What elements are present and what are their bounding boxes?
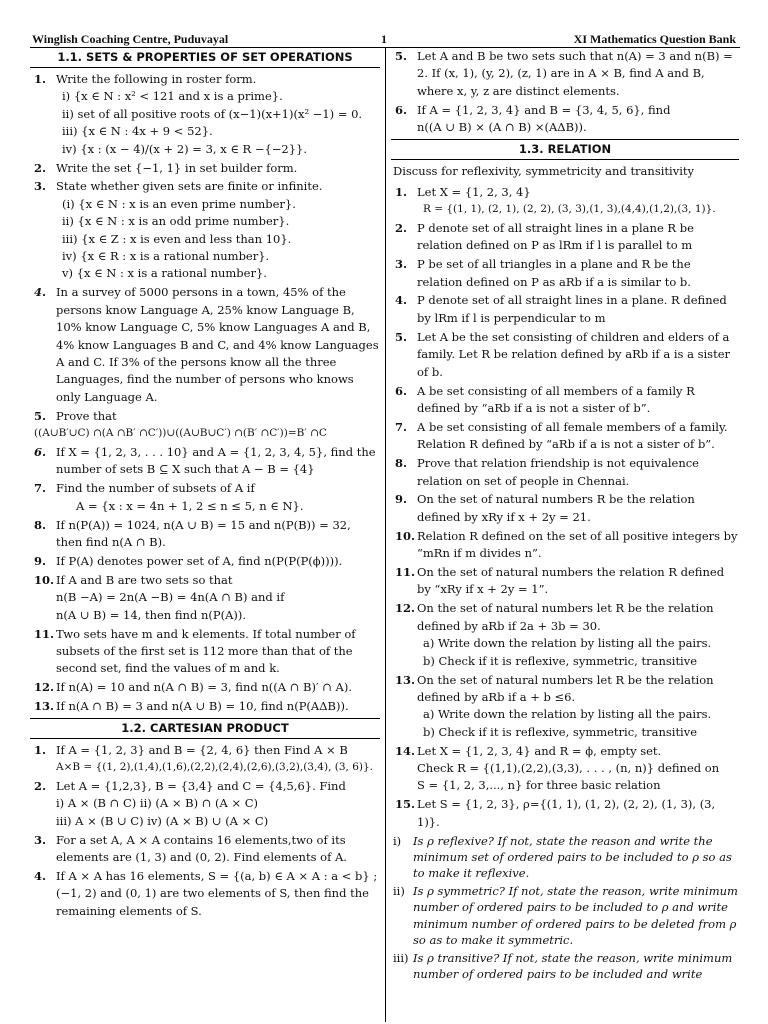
question-number: 5. — [395, 329, 408, 344]
question-sub: S = {1, 2, 3,..., n} for three basic relation — [417, 778, 661, 793]
question-number: 2. — [34, 160, 47, 175]
question-number: 13. — [34, 699, 55, 714]
question-number: 9. — [34, 553, 47, 568]
question-sub: iv) {x ∈ R : x is a rational number}. — [62, 249, 270, 264]
question-text: State whether given sets are finite or infinite. — [56, 179, 323, 194]
question-text: A be set consisting of all members of a family R defined by “aRb if a is not a sister of b”. — [417, 383, 695, 415]
question-3 — [30, 178, 380, 282]
question-text: If A × A has 16 elements, S = {(a, b) ∈ A × A : a < b} ; (−1, 2) and (0, 1) are two elements of S, then find the remaining elements of S. — [56, 868, 378, 918]
question-sub: (i) {x ∈ N : x is an even prime number}. — [62, 196, 296, 211]
question-number: 9. — [395, 492, 408, 507]
question-number: 11. — [34, 626, 55, 641]
relation-question-13 — [391, 672, 739, 742]
question-sub: Check R = {(1,1),(2,2),(3,3), . . . , (n, n)} defined on — [417, 761, 720, 776]
column-divider — [385, 47, 386, 1022]
question-text: Find the number of subsets of A if — [56, 481, 255, 496]
question-text: If n(P(A)) = 1024, n(A ∪ B) = 15 and n(P(B)) = 32, then find n(A ∩ B). — [56, 517, 351, 550]
question-sub: R = {(1, 1), (2, 1), (2, 2), (3, 3),(1, 3),(4,4),(1,2),(3, 1)}. — [423, 202, 716, 215]
cartesian-question-2 — [30, 778, 380, 830]
relation-question-2 — [391, 220, 739, 255]
question-number: 13. — [395, 672, 416, 687]
question-5 — [30, 408, 380, 443]
question-number: 6. — [395, 383, 408, 398]
question-text: P denote set of all straight lines in a plane R be relation defined on P as lRm if l is parallel to m — [417, 220, 694, 253]
question-text: Write the following in roster form. — [56, 72, 257, 86]
question-sub: iii) {x ∈ N : 4x + 9 < 52}. — [62, 124, 213, 139]
question-number: 3. — [395, 257, 408, 272]
question-sub: iv) {x : (x − 4)/(x + 2) = 3, x ∈ R −{−2}}. — [62, 141, 308, 156]
relation-question-14 — [391, 743, 739, 795]
relation-question-9 — [391, 491, 739, 526]
section-title-cartesian: 1.2. CARTESIAN PRODUCT — [30, 718, 380, 739]
question-number: 12. — [395, 601, 416, 616]
question-sub: ii) set of all positive roots of (x−1)(x+1)(x² −1) = 0. — [62, 106, 363, 121]
question-number: 5. — [395, 49, 408, 63]
relation-question-11 — [391, 564, 739, 599]
subpart-number: i) — [393, 833, 402, 848]
relation-question-15 — [391, 796, 739, 831]
section-title-sets: 1.1. SETS & PROPERTIES OF SET OPERATIONS — [30, 48, 380, 68]
right-column — [391, 48, 739, 1022]
question-text: On the set of natural numbers the relation R defined by “xRy if x + 2y = 1”. — [417, 565, 725, 597]
question-number: 6. — [34, 445, 47, 460]
question-text: If X = {1, 2, 3, . . . 10} and A = {1, 2, 3, 4, 5}, find the number of sets B ⊆ X such that A − B = {4} — [56, 445, 376, 477]
question-1 — [30, 71, 380, 158]
question-number: 1. — [34, 72, 47, 86]
question-number: 15. — [395, 797, 416, 812]
question-text: A be set consisting of all female members of a family. Relation R defined by “aRb if a is not a sister of b”. — [417, 419, 728, 452]
subpart-text: Is ρ reflexive? If not, state the reason and write the minimum set of ordered pairs to be included to ρ so as to make it reflexive. — [413, 833, 732, 881]
relation-question-7 — [391, 419, 739, 454]
relation-question-4 — [391, 292, 739, 327]
question-text: Write the set {−1, 1} in set builder form. — [56, 160, 298, 175]
question-text: If A and B are two sets so that — [56, 572, 233, 587]
question-number: 4. — [34, 285, 47, 300]
question-text: In a survey of 5000 persons in a town, 45% of the persons know Language A, 25% know Language B, 10% know Language C, 5% know Languages A and B, 4% know Languages B and C, and 4% know Languages A and C. If 3% of the persons know all the three Languages, find the number of persons who knows only Language A. — [56, 285, 379, 404]
question-6-cartesian — [391, 102, 739, 137]
question-number: 1. — [395, 184, 408, 199]
left-column — [30, 48, 380, 1022]
question-8 — [30, 517, 380, 552]
question-number: 14. — [395, 743, 416, 758]
relation-question-8 — [391, 455, 739, 490]
question-text: Let A and B be two sets such that n(A) = 3 and n(B) = 2. If (x, 1), (y, 2), (z, 1) are in A × B, find A and B, where x, y, z are distinct elements. — [417, 49, 733, 98]
section-title-relation: 1.3. RELATION — [391, 139, 739, 160]
question-text: On the set of natural numbers let R be the relation defined by aRb if a + b ≤6. — [417, 672, 714, 704]
question-formula: ((A∪B′∪C) ∩(A ∩B′ ∩C′))∪((A∪B∪C′) ∩(B′ ∩C′))=B′ ∩C — [34, 427, 327, 440]
relation-question-6 — [391, 383, 739, 418]
relation-question-10 — [391, 528, 739, 563]
question-sub: A×B = {(1, 2),(1,4),(1,6),(2,2),(2,4),(2,6),(3,2),(3,4), (3, 6)}. — [56, 761, 374, 774]
question-number: 10. — [34, 572, 55, 587]
question-text: Let X = {1, 2, 3, 4} and R = ϕ, empty set. — [417, 743, 662, 758]
question-number: 2. — [395, 220, 408, 235]
cartesian-question-1 — [30, 742, 380, 777]
relation-subpart-ii — [391, 883, 739, 949]
question-text: Prove that — [56, 408, 117, 423]
question-number: 11. — [395, 565, 416, 580]
question-number: 2. — [34, 778, 47, 793]
question-sub: a) Write down the relation by listing all the pairs. — [423, 636, 712, 651]
cartesian-question-4 — [30, 868, 380, 920]
header-institute: Winglish Coaching Centre, Puduvayal — [32, 32, 229, 46]
relation-subpart-iii — [391, 950, 739, 983]
question-number: 10. — [395, 528, 416, 543]
subpart-number: ii) — [393, 883, 405, 898]
question-text: P denote set of all straight lines in a plane. R defined by lRm if l is perpendicular to m — [417, 293, 727, 325]
question-number: 4. — [395, 293, 408, 308]
subpart-text: Is ρ transitive? If not, state the reason, write minimum number of ordered pairs to be included and write — [413, 950, 733, 981]
question-number: 8. — [395, 456, 408, 471]
question-text: P be set of all triangles in a plane and R be the relation defined on P as aRb if a is similar to b. — [417, 257, 691, 289]
question-text: For a set A, A × A contains 16 elements,two of its elements are (1, 3) and (0, 2). Find elements of A. — [56, 832, 347, 865]
subpart-number: iii) — [393, 950, 409, 965]
question-text: On the set of natural numbers R be the relation defined by xRy if x + 2y = 21. — [417, 492, 695, 524]
relation-subpart-i — [391, 833, 739, 882]
question-sub: n(A ∪ B) = 14, then find n(P(A)). — [56, 607, 247, 622]
cartesian-question-3 — [30, 832, 380, 867]
question-number: 7. — [34, 481, 47, 496]
question-13 — [30, 698, 380, 715]
question-number: 3. — [34, 179, 47, 194]
question-text: On the set of natural numbers let R be the relation defined by aRb if 2a + 3b = 30. — [417, 601, 714, 633]
question-number: 4. — [34, 868, 47, 883]
question-sub: b) Check if it is reflexive, symmetric, transitive — [423, 724, 698, 739]
question-number: 8. — [34, 517, 47, 532]
question-sub: iii) {x ∈ Z : x is even and less than 10}. — [62, 231, 292, 246]
question-text: Let X = {1, 2, 3, 4} — [417, 184, 531, 199]
question-sub: ii) {x ∈ N : x is an odd prime number}. — [62, 214, 290, 229]
question-text: Let A = {1,2,3}, B = {3,4} and C = {4,5,6}. Find — [56, 778, 346, 793]
relation-question-1 — [391, 184, 739, 219]
header-page-number: 1 — [381, 32, 387, 46]
question-number: 6. — [395, 102, 408, 117]
question-text: If A = {1, 2, 3} and B = {2, 4, 6} then Find A × B — [56, 742, 348, 757]
question-number: 12. — [34, 680, 55, 695]
relation-question-5 — [391, 329, 739, 381]
question-number: 3. — [34, 832, 47, 847]
question-number: 5. — [34, 408, 47, 423]
question-sub: A = {x : x = 4n + 1, 2 ≤ n ≤ 5, n ∈ N}. — [76, 498, 304, 513]
question-sub: iii) A × (B ∪ C) iv) (A × B) ∪ (A × C) — [56, 813, 269, 828]
question-10 — [30, 572, 380, 624]
question-9 — [30, 553, 380, 570]
question-sub: n((A ∪ B) × (A ∩ B) ×(AΔB)). — [417, 120, 587, 135]
question-sub: i) A × (B ∩ C) ii) (A × B) ∩ (A × C) — [56, 796, 259, 811]
question-text: If n(A ∩ B) = 3 and n(A ∪ B) = 10, find n(P(AΔB)). — [56, 699, 349, 714]
section-intro: Discuss for reflexivity, symmetricity and transitivity — [393, 163, 694, 178]
question-text: Let A be the set consisting of children and elders of a family. Let R be relation defined by aRb if a is a sister of b. — [417, 329, 730, 379]
question-sub: a) Write down the relation by listing all the pairs. — [423, 707, 712, 722]
question-text: Let S = {1, 2, 3}, ρ={(1, 1), (1, 2), (2, 2), (1, 3), (3, 1)}. — [417, 797, 716, 829]
relation-question-12 — [391, 600, 739, 670]
page-header — [30, 30, 740, 48]
question-6 — [30, 444, 380, 479]
question-11 — [30, 626, 380, 678]
question-sub: i) {x ∈ N : x² < 121 and x is a prime}. — [62, 89, 283, 104]
question-5-cartesian — [391, 48, 739, 100]
question-number: 1. — [34, 742, 47, 757]
question-12 — [30, 679, 380, 696]
header-title: XI Mathematics Question Bank — [573, 32, 736, 46]
question-7 — [30, 480, 380, 515]
question-text: Relation R defined on the set of all positive integers by “mRn if m divides n”. — [417, 528, 738, 561]
question-sub: n(B −A) = 2n(A −B) = 4n(A ∩ B) and if — [56, 590, 285, 605]
question-text: Prove that relation friendship is not equivalence relation on set of people in Chennai. — [417, 456, 699, 488]
question-4 — [30, 284, 380, 406]
question-2 — [30, 160, 380, 177]
question-text: If n(A) = 10 and n(A ∩ B) = 3, find n((A ∩ B)′ ∩ A). — [56, 680, 352, 695]
relation-question-3 — [391, 256, 739, 291]
question-text: If P(A) denotes power set of A, find n(P(P(P(ϕ)))). — [56, 553, 343, 568]
question-number: 7. — [395, 419, 408, 434]
subpart-text: Is ρ symmetric? If not, state the reason, write minimum number of ordered pairs to be included to ρ and write minimum number of ordered pairs to be deleted from ρ so as to make it symmetric. — [413, 883, 738, 948]
question-sub: v) {x ∈ N : x is a rational number}. — [62, 266, 267, 281]
question-text: If A = {1, 2, 3, 4} and B = {3, 4, 5, 6}, find — [417, 102, 671, 117]
question-text: Two sets have m and k elements. If total number of subsets of the first set is 112 more than that of the second set, find the values of m and k. — [56, 626, 356, 676]
question-sub: b) Check if it is reflexive, symmetric, transitive — [423, 653, 698, 668]
